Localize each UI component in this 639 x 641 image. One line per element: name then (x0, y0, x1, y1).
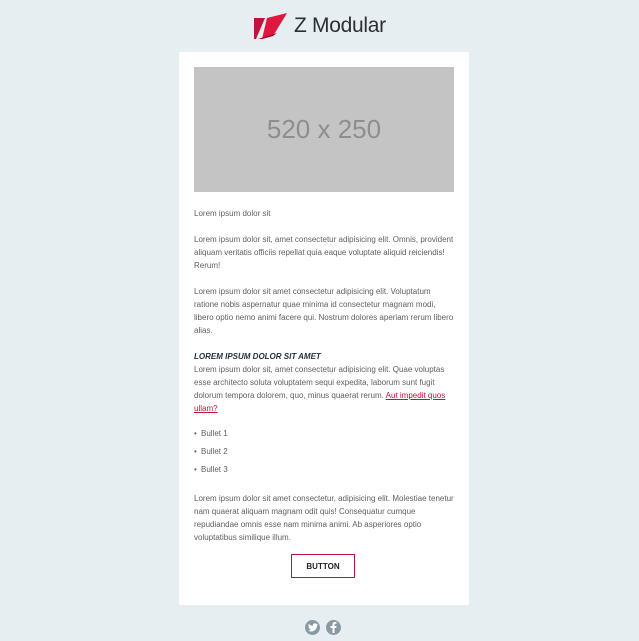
list-item (194, 425, 456, 443)
bullet-glyph: • (194, 447, 197, 456)
z-modular-logo-mark-icon (254, 13, 291, 40)
email-body (194, 207, 456, 557)
twitter-icon (308, 623, 318, 632)
hero-image-placeholder (194, 67, 454, 192)
paragraph-2: Lorem ipsum dolor sit amet consectetur adipisicing elit. Voluptatum ratione nobis aspernatur quae minima id consectetur magnam modi, libero optio nemo animi facere qui. Nostrum dolores aperiam rerum libero alias. (194, 287, 454, 335)
twitter-link[interactable] (305, 620, 320, 635)
brand-name: Z Modular (294, 14, 386, 37)
email-card (179, 52, 469, 605)
list-item-label: Bullet 1 (201, 429, 228, 438)
bullet-glyph: • (194, 465, 197, 474)
social-links (305, 620, 341, 635)
list-item-label: Bullet 2 (201, 447, 228, 456)
paragraph-3 (194, 363, 456, 415)
paragraph-4: Lorem ipsum dolor sit amet consectetur, adipisicing elit. Molestiae tenetur nam quaerat aliquam magnam odit quis! Consequatur cumque repudiandae omnis esse nam minima animi. Ab asperiores optio voluptatibus similique illum. (194, 494, 454, 542)
bullet-list (194, 425, 456, 479)
section-heading: LOREM IPSUM DOLOR SIT AMET (194, 352, 321, 361)
cta-button[interactable]: BUTTON (291, 554, 355, 578)
brand-logo[interactable] (254, 13, 400, 40)
facebook-link[interactable] (326, 620, 341, 635)
email-header (0, 0, 639, 52)
list-item (194, 461, 456, 479)
paragraph-1: Lorem ipsum dolor sit, amet consectetur adipisicing elit. Omnis, provident aliquam veritatis officiis repellat quia eaque voluptate aliquid reiciendis! Rerum! (194, 235, 454, 270)
list-item (194, 443, 456, 461)
paragraph-3-text: Lorem ipsum dolor sit, amet consectetur adipisicing elit. Quae voluptas esse architecto soluta voluptatem sequi expedita, laborum sunt fugit dolorum tempora dolorem, quo, minus quaerat rerum. (194, 365, 445, 400)
facebook-icon (330, 622, 337, 633)
intro-text: Lorem ipsum dolor sit (194, 209, 271, 218)
bullet-glyph: • (194, 429, 197, 438)
inline-link[interactable]: Aut impedit quos ullam? (194, 391, 446, 413)
hero-image-label: 520 x 250 (266, 114, 382, 144)
list-item-label: Bullet 3 (201, 465, 228, 474)
